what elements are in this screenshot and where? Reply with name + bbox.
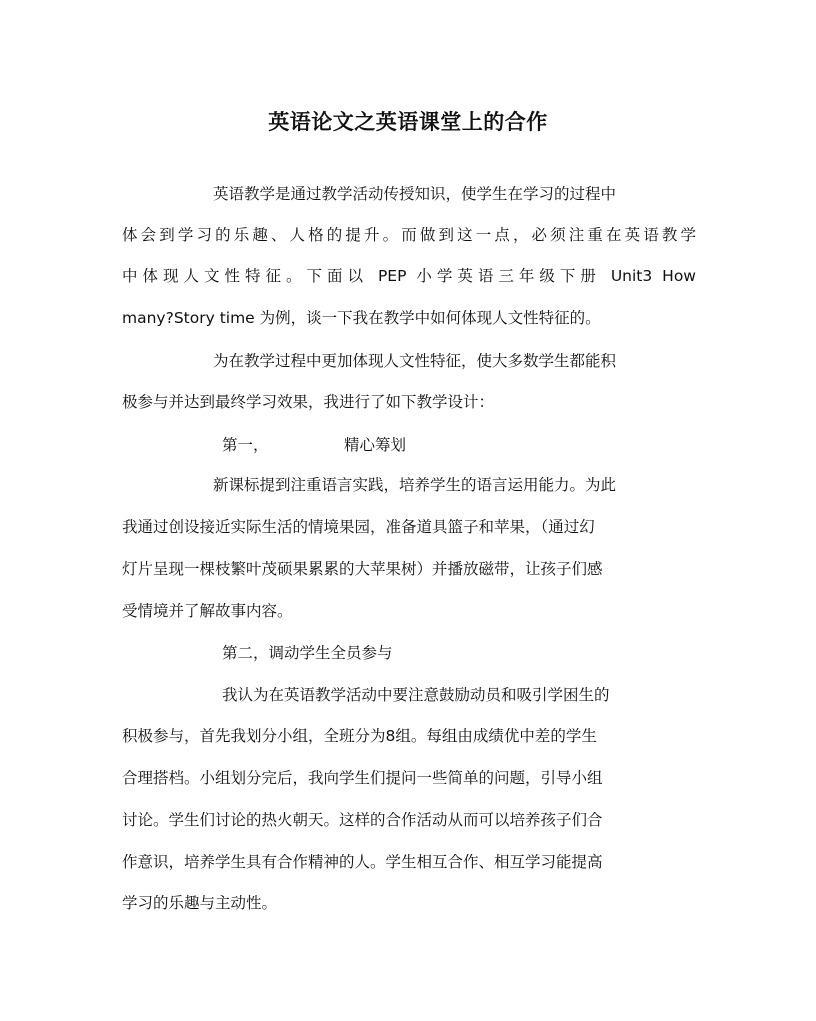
document-title: 英语论文之英语课堂上的合作 (268, 109, 548, 134)
paragraph-2-line-1: 为在教学过程中更加体现人文性特征，使大多数学生都能积 (213, 352, 617, 370)
paragraph-4-line-6: 学习的乐趣与主动性。 (122, 894, 278, 912)
paragraph-1-line-1: 英语教学是通过教学活动传授知识，使学生在学习的过程中 (213, 185, 617, 203)
paragraph-4-line-1: 我认为在英语教学活动中要注意鼓励动员和吸引学困生的 (222, 686, 610, 704)
section-1-number: 第一， (222, 436, 269, 454)
paragraph-1-line-3: 中体现人文性特征。下面以 PEP 小学英语三年级下册 Unit3 How (122, 267, 696, 285)
paragraph-4-line-3: 合理搭档。小组划分完后，我向学生们提问一些简单的问题，引导小组 (122, 769, 603, 787)
paragraph-3-line-3: 灯片呈现一棵枝繁叶茂硕果累累的大苹果树）并播放磁带，让孩子们感 (122, 560, 603, 578)
paragraph-4-line-2: 积极参与，首先我划分小组，全班分为8组。每组由成绩优中差的学生 (122, 727, 597, 745)
paragraph-3-line-1: 新课标提到注重语言实践，培养学生的语言运用能力。为此 (213, 476, 617, 494)
paragraph-4-line-4: 讨论。学生们讨论的热火朝天。这样的合作活动从而可以培养孩子们合 (122, 811, 603, 829)
section-1-heading: 精心筹划 (344, 436, 407, 454)
paragraph-3-line-2: 我通过创设接近实际生活的情境果园，准备道具篮子和苹果，（通过幻 (122, 518, 595, 536)
paragraph-3-line-4: 受情境并了解故事内容。 (122, 602, 293, 620)
paragraph-1-line-2: 体会到学习的乐趣、人格的提升。而做到这一点，必须注重在英语教学 (122, 226, 696, 244)
paragraph-2-line-2: 极参与并达到最终学习效果，我进行了如下教学设计： (122, 393, 495, 411)
paragraph-1-line-4: many?Story time 为例，谈一下我在教学中如何体现人文性特征的。 (122, 309, 601, 327)
paragraph-4-line-5: 作意识，培养学生具有合作精神的人。学生相互合作、相互学习能提高 (122, 853, 603, 871)
section-2-heading: 第二，调动学生全员参与 (222, 644, 393, 662)
